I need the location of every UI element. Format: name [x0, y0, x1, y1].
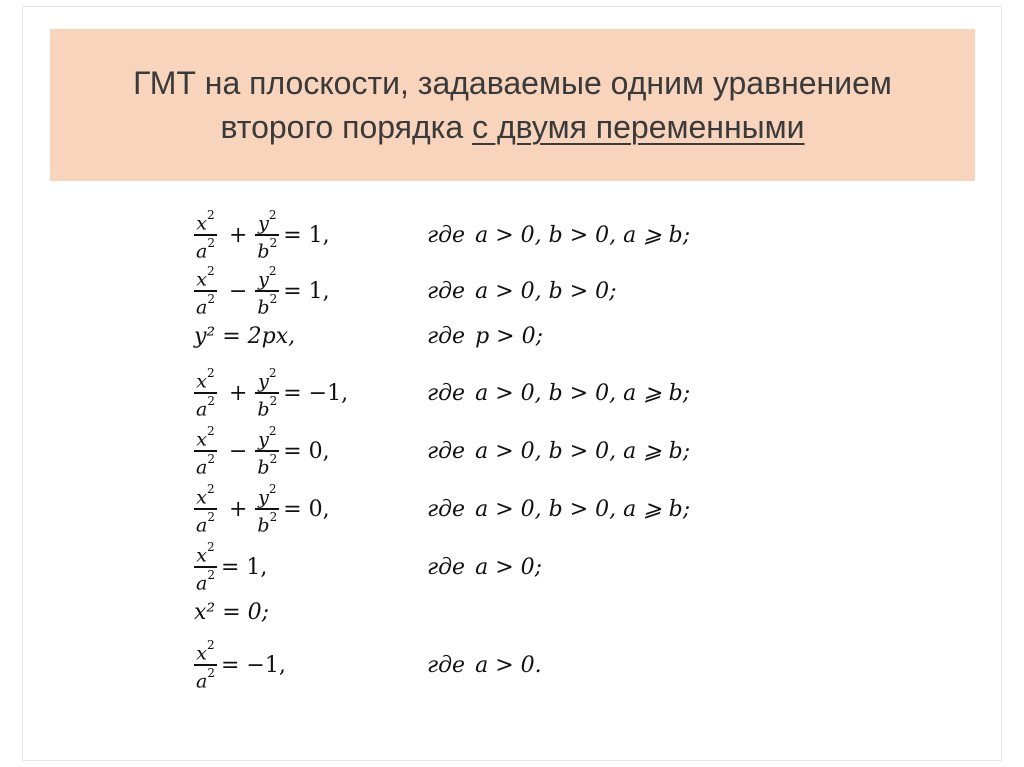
equation-row [194, 263, 794, 319]
equation-expression [194, 594, 269, 630]
fraction: $\frac{y^2}{b^2}$ [257, 207, 278, 263]
fraction: $\frac{y^2}{b^2}$ [257, 263, 278, 319]
equation-row [194, 594, 794, 630]
title-line-2 [220, 105, 804, 149]
equation-row [194, 318, 794, 354]
equation-rhs: = −1, [220, 652, 286, 678]
title-line-2-plain: второго порядка [220, 109, 473, 145]
equation-expression [194, 481, 330, 537]
operator: + [228, 496, 248, 522]
fraction: $\frac{x^2}{a^2}$ [196, 637, 215, 693]
equation-expression [194, 637, 286, 693]
equation-row [194, 423, 794, 479]
operator: + [228, 222, 248, 248]
fraction: $\frac{y^2}{b^2}$ [257, 423, 278, 479]
equation-condition: где a > 0, b > 0, a ⩾ b; [427, 496, 691, 522]
fraction: $\frac{y^2}{b^2}$ [257, 365, 278, 421]
fraction: $\frac{x^2}{a^2}$ [196, 539, 215, 595]
title-line-1: ГМТ на плоскости, задаваемые одним уравнением [133, 65, 892, 101]
equation-condition: где a > 0, b > 0, a ⩾ b; [427, 438, 691, 464]
equation-plain: x² = 0; [194, 599, 270, 625]
equation-condition: где a > 0, b > 0, a ⩾ b; [427, 222, 691, 248]
equation-rhs: = 0, [283, 496, 330, 522]
equation-row [194, 365, 794, 421]
equation-condition: где a > 0. [427, 652, 542, 678]
equation-condition: где p > 0; [427, 323, 544, 349]
equation-expression [194, 539, 268, 595]
equation-rhs: = 1, [283, 222, 330, 248]
equation-rhs: = 0, [283, 438, 330, 464]
equation-expression [194, 318, 295, 354]
equation-condition: где a > 0; [427, 554, 543, 580]
slide-title-box [50, 29, 975, 181]
operator: − [228, 278, 248, 304]
fraction: $\frac{x^2}{a^2}$ [196, 365, 215, 421]
equation-row [194, 539, 794, 595]
fraction: $\frac{x^2}{a^2}$ [196, 481, 215, 537]
equation-expression [194, 423, 330, 479]
equation-rhs: = 1, [220, 554, 268, 580]
equation-rhs: = 1, [283, 278, 330, 304]
equation-plain: y² = 2px, [194, 323, 296, 349]
title-line-2-underlined: с двумя переменными [472, 109, 805, 145]
equation-condition: где a > 0, b > 0; [427, 278, 617, 304]
operator: + [228, 380, 248, 406]
equation-rhs: = −1, [283, 380, 349, 406]
equation-row [194, 637, 794, 693]
fraction: $\frac{x^2}{a^2}$ [196, 207, 215, 263]
equation-condition: где a > 0, b > 0, a ⩾ b; [427, 380, 691, 406]
equation-expression [194, 207, 330, 263]
equation-row [194, 207, 794, 263]
operator: − [228, 438, 248, 464]
fraction: $\frac{x^2}{a^2}$ [196, 423, 215, 479]
equation-row [194, 481, 794, 537]
equation-expression [194, 263, 330, 319]
fraction: $\frac{y^2}{b^2}$ [257, 481, 278, 537]
fraction: $\frac{x^2}{a^2}$ [196, 263, 215, 319]
equation-expression [194, 365, 349, 421]
